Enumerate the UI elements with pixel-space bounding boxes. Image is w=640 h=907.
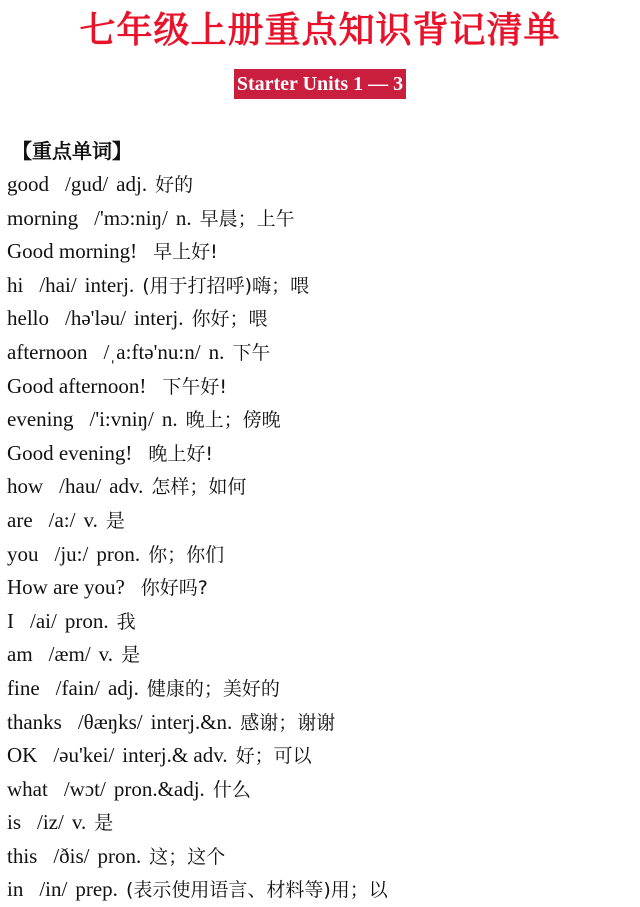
vocab-word: evening bbox=[7, 407, 74, 432]
vocabulary-list bbox=[7, 168, 637, 907]
vocab-word: in bbox=[7, 877, 24, 902]
vocab-word: good bbox=[7, 172, 49, 196]
vocab-meaning: 什么 bbox=[212, 778, 251, 801]
vocab-meaning: 好；可以 bbox=[235, 745, 312, 768]
vocab-entry bbox=[7, 336, 637, 370]
vocab-part-of-speech: interj.&n. bbox=[150, 709, 233, 734]
vocab-word: Good evening! bbox=[7, 440, 133, 465]
vocab-part-of-speech: pron. bbox=[97, 843, 142, 868]
vocab-part-of-speech: interj. bbox=[84, 272, 135, 297]
section-heading: 【重点单词】 bbox=[12, 139, 132, 163]
vocab-meaning: 晚上好! bbox=[148, 442, 214, 465]
vocab-part-of-speech: n. bbox=[161, 407, 178, 432]
vocab-word: Good afternoon! bbox=[7, 373, 147, 398]
vocab-phonetic: /hai/ bbox=[39, 272, 77, 297]
vocab-entry bbox=[7, 806, 637, 840]
vocab-part-of-speech: adj. bbox=[116, 172, 148, 196]
vocab-word: fine bbox=[7, 675, 40, 700]
vocab-meaning: 早晨；上午 bbox=[199, 207, 295, 230]
vocab-meaning: 是 bbox=[105, 509, 125, 532]
vocab-entry bbox=[7, 773, 637, 807]
vocab-word: Good morning! bbox=[7, 239, 138, 264]
vocab-word: this bbox=[7, 843, 38, 868]
vocab-part-of-speech: n. bbox=[208, 339, 225, 364]
vocab-word: How are you? bbox=[7, 575, 125, 600]
vocab-meaning: 下午好! bbox=[162, 375, 227, 398]
vocab-part-of-speech: pron. bbox=[96, 541, 141, 566]
vocab-meaning: 早上好! bbox=[153, 241, 218, 264]
vocab-entry bbox=[7, 168, 637, 202]
vocab-phonetic: /ˌa:ftə'nu:n/ bbox=[103, 339, 201, 364]
vocab-word: am bbox=[7, 642, 33, 667]
vocab-phonetic: /ai/ bbox=[30, 608, 57, 633]
vocab-word: afternoon bbox=[7, 339, 88, 364]
vocab-entry bbox=[7, 403, 637, 437]
vocab-part-of-speech: n. bbox=[175, 205, 192, 230]
vocab-meaning: 感谢；谢谢 bbox=[240, 711, 336, 734]
vocab-meaning: 是 bbox=[121, 644, 141, 667]
vocab-word: morning bbox=[7, 205, 79, 230]
vocab-word: thanks bbox=[7, 709, 62, 734]
vocab-meaning: 你好；喂 bbox=[191, 308, 268, 331]
vocab-entry bbox=[7, 840, 637, 874]
vocab-word: are bbox=[7, 507, 33, 532]
vocab-entry bbox=[7, 235, 637, 269]
unit-banner: Starter Units 1 — 3 bbox=[234, 69, 406, 99]
vocab-meaning: 这；这个 bbox=[149, 845, 226, 868]
vocab-meaning: 健康的；美好的 bbox=[146, 677, 280, 700]
vocab-phonetic: /gud/ bbox=[65, 172, 109, 196]
vocab-word: you bbox=[7, 541, 39, 566]
vocab-part-of-speech: pron.&adj. bbox=[113, 776, 205, 801]
vocab-entry bbox=[7, 269, 637, 303]
vocab-entry bbox=[7, 202, 637, 236]
vocab-entry bbox=[7, 672, 637, 706]
vocab-word: OK bbox=[7, 743, 38, 768]
vocab-entry bbox=[7, 538, 637, 572]
vocab-entry bbox=[7, 302, 637, 336]
vocab-phonetic: /'i:vniŋ/ bbox=[89, 407, 154, 432]
vocab-part-of-speech: v. bbox=[71, 810, 87, 835]
vocab-meaning: (用于打招呼)嗨；喂 bbox=[142, 274, 310, 297]
vocab-phonetic: /iz/ bbox=[37, 810, 64, 835]
vocab-entry bbox=[7, 605, 637, 639]
vocab-word: how bbox=[7, 474, 44, 499]
vocab-word: hi bbox=[7, 272, 24, 297]
vocab-part-of-speech: pron. bbox=[64, 608, 109, 633]
vocab-meaning: 我 bbox=[116, 610, 136, 633]
vocab-entry bbox=[7, 873, 637, 907]
page-title: 七年级上册重点知识背记清单 bbox=[79, 10, 561, 51]
vocab-part-of-speech: adj. bbox=[107, 675, 139, 700]
vocab-meaning: 下午 bbox=[232, 341, 271, 364]
vocab-phonetic: /a:/ bbox=[48, 507, 76, 532]
vocab-entry bbox=[7, 571, 637, 605]
vocab-part-of-speech: interj. bbox=[133, 306, 184, 331]
vocab-meaning: 你好吗? bbox=[140, 577, 208, 600]
vocab-entry bbox=[7, 638, 637, 672]
vocab-entry bbox=[7, 370, 637, 404]
vocab-meaning: 晚上；傍晚 bbox=[185, 409, 281, 432]
vocab-word: hello bbox=[7, 306, 49, 331]
vocab-phonetic: /əu'kei/ bbox=[53, 743, 115, 768]
vocab-entry bbox=[7, 470, 637, 504]
vocab-phonetic: /hau/ bbox=[59, 474, 102, 499]
vocab-meaning: 好的 bbox=[155, 174, 194, 196]
vocab-meaning: 是 bbox=[94, 812, 114, 835]
vocab-entry bbox=[7, 504, 637, 538]
vocab-phonetic: /'mɔ:niŋ/ bbox=[94, 205, 168, 230]
vocab-entry bbox=[7, 706, 637, 740]
unit-banner-wrap bbox=[0, 69, 640, 99]
vocab-part-of-speech: v. bbox=[83, 507, 98, 532]
vocab-meaning: 你；你们 bbox=[148, 543, 225, 566]
vocab-part-of-speech: interj.& adv. bbox=[122, 743, 228, 768]
vocab-part-of-speech: prep. bbox=[75, 877, 118, 902]
vocab-phonetic: /θæŋks/ bbox=[77, 709, 143, 734]
vocab-part-of-speech: v. bbox=[98, 642, 114, 667]
vocab-phonetic: /æm/ bbox=[48, 642, 91, 667]
vocab-entry bbox=[7, 739, 637, 773]
vocab-word: I bbox=[7, 608, 14, 633]
vocab-phonetic: /fain/ bbox=[55, 675, 100, 700]
vocab-phonetic: /wɔt/ bbox=[63, 776, 106, 801]
vocab-phonetic: /ðis/ bbox=[53, 843, 90, 868]
vocab-word: is bbox=[7, 810, 22, 835]
vocab-phonetic: /in/ bbox=[39, 877, 68, 902]
vocab-phonetic: /ju:/ bbox=[54, 541, 89, 566]
vocab-phonetic: /hə'ləu/ bbox=[65, 306, 126, 331]
vocab-meaning: (表示使用语言、材料等)用；以 bbox=[125, 879, 388, 902]
vocab-meaning: 怎样；如何 bbox=[151, 476, 247, 499]
vocab-part-of-speech: adv. bbox=[109, 474, 144, 499]
vocab-word: what bbox=[7, 776, 48, 801]
vocab-entry bbox=[7, 437, 637, 471]
